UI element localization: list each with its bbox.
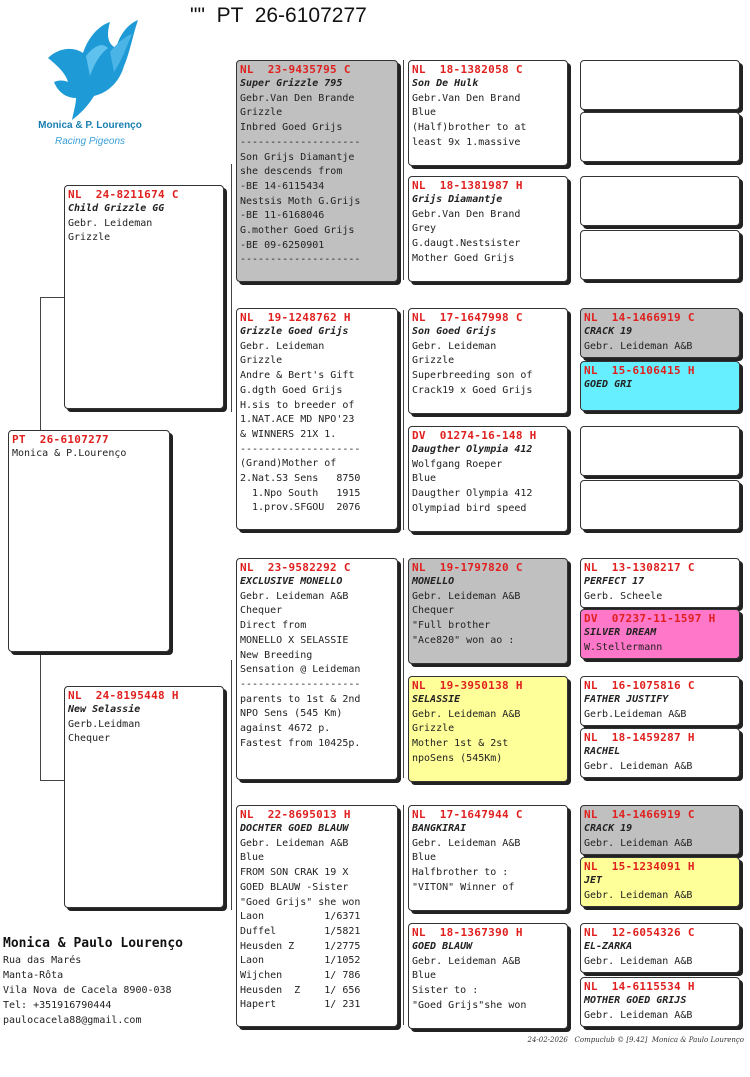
info-line: 1.prov.SFGOU 2076 [240,502,361,514]
ring-number: NL 23-9582292 C [240,561,351,574]
info-line: Gebr. Leideman A&B [412,955,521,967]
pedigree-gen4-fff[interactable] [408,60,568,166]
info-line: Gebr. Leideman A&B [584,340,693,352]
info-line: Andre & Bert's Gift [240,370,355,382]
ring-number: DV 01274-16-148 H [412,429,537,442]
info-line: Blue [240,852,265,864]
info-line: Grizzle [240,355,283,367]
info-line: G.mother Goed Grijs [240,225,355,237]
pedigree-gen5-8[interactable] [580,480,740,530]
owner-phone: Tel: +351916790444 [3,1000,112,1011]
ring-number: NL 22-8695013 H [240,808,351,821]
pigeon-name: New Selassie [68,704,141,715]
footer-note: 24-02-2026 Compuclub © [9.42] Monica & Paulo Lourenço [527,1036,744,1044]
owner-email[interactable]: paulocacela88@gmail.com [3,1015,142,1026]
info-line: Gebr. Leideman [240,340,325,352]
info-line: Nestsis Moth G.Grijs [240,195,361,207]
ring-number: NL 18-1367390 H [412,926,523,939]
info-line: "Ace820" won ao : [412,634,515,646]
owner-block [3,935,183,1028]
pedigree-gen5-4[interactable] [580,230,740,280]
info-line: Mother Goed Grijs [412,252,515,264]
info-line: -BE 11-6168046 [240,210,325,222]
info-line: Gerb.Leideman A&B [584,708,687,720]
pigeon-name: EXCLUSIVE MONELLO [240,576,343,587]
info-line: Blue [412,852,437,864]
logo-title: Monica & P. Lourenço [38,120,142,131]
ring-number: NL 17-1647998 C [412,311,523,324]
info-line: Blue [412,970,437,982]
pigeon-name: GOED GRI [584,379,633,390]
info-line: Son Grijs Diamantje [240,151,355,163]
pedigree-gen5-10[interactable] [580,609,740,659]
info-line: Wolfgang Roeper [412,458,503,470]
pedigree-gen5-14[interactable] [580,857,740,907]
info-line: Gebr.Van Den Brande [240,92,355,104]
owner-name: Monica & Paulo Lourenço [3,936,184,951]
info-line: Gerb. Scheele [584,590,663,602]
info-line: npoSens (545Km) [412,752,503,764]
info-line: -BE 14-6115434 [240,180,325,192]
info-line: parents to 1st & 2nd [240,693,361,705]
owner-address: Rua das Marés [3,955,82,966]
info-line: Grey [412,223,437,235]
info-line: Mother 1st & 2st [412,738,509,750]
pedigree-mother[interactable] [64,686,224,908]
info-line: -------------------- [240,136,361,148]
info-line: Olympiad bird speed [412,502,527,514]
info-line: Gebr. Leideman A&B [584,837,693,849]
pedigree-gen5-16[interactable] [580,977,740,1027]
pedigree-gen3-mf[interactable] [236,558,398,780]
pedigree-gen5-12[interactable] [580,728,740,778]
info-line: Fastest from 10425p. [240,737,361,749]
pigeon-name: GOED BLAUW [412,941,473,952]
pigeon-name: FATHER JUSTIFY [584,694,669,705]
pigeon-name: RACHEL [584,746,621,757]
info-line: Gebr. Leideman A&B [240,837,349,849]
info-line: "Goed Grijs"she won [412,999,527,1011]
ring-number: NL 16-1075816 C [584,679,695,692]
info-line: against 4672 p. [240,723,331,735]
info-line: Gebr. Leideman A&B [412,837,521,849]
info-line: GOED BLAUW -Sister [240,881,349,893]
pedigree-gen4-fmf[interactable] [408,308,568,414]
info-line: Chequer [240,605,283,617]
pedigree-gen5-15[interactable] [580,923,740,973]
info-line: Gebr. Leideman [68,217,153,229]
info-line: Gebr. Leideman A&B [412,590,521,602]
info-line: "Full brother [412,620,491,632]
pedigree-gen4-mmf[interactable] [408,805,568,911]
ring-number: NL 13-1308217 C [584,561,695,574]
info-line: "Goed Grijs" she won [240,896,361,908]
info-line: 1.Npo South 1915 [240,487,361,499]
info-line: Gebr.Van Den Brand [412,208,521,220]
pigeon-name: Grijs Diamantje [412,194,503,205]
info-line: (Half)brother to at [412,122,527,134]
ring-number: NL 23-9435795 C [240,63,351,76]
pedigree-gen3-ff[interactable] [236,60,398,282]
info-line: Laon 1/6371 [240,911,361,923]
dove-icon [28,18,178,128]
info-line: Laon 1/1052 [240,955,361,967]
page-title: "" PT 26-6107277 [190,4,367,27]
info-line: Heusden Z 1/ 656 [240,984,361,996]
ring-number: NL 14-1466919 C [584,311,695,324]
info-line: Crack19 x Goed Grijs [412,384,533,396]
info-line: Gebr. Leideman A&B [412,708,521,720]
info-line: -------------------- [240,443,361,455]
info-line: FROM SON CRAK 19 X [240,867,349,879]
info-line: G.daugt.Nestsister [412,238,521,250]
info-line: Gebr. Leideman A&B [584,889,693,901]
ring-number: NL 15-6106415 H [584,364,695,377]
pedigree-gen5-9[interactable] [580,558,740,608]
info-line: Wijchen 1/ 786 [240,970,361,982]
pigeon-name: PERFECT 17 [584,576,645,587]
info-line: Chequer [412,605,455,617]
ring-number: NL 18-1459287 H [584,731,695,744]
ring-number: NL 14-6115534 H [584,980,695,993]
info-line: Sister to : [412,985,479,997]
info-line: Hapert 1/ 231 [240,999,361,1011]
pedigree-gen3-fm[interactable] [236,308,398,530]
info-line: Blue [412,473,437,485]
info-line: Gebr. Leideman A&B [240,590,349,602]
pigeon-name: Child Grizzle GG [68,203,165,214]
info-line: Gebr. Leideman [412,340,497,352]
pedigree-gen5-11[interactable] [580,676,740,726]
info-line: Chequer [68,733,111,745]
pigeon-name: BANGKIRAI [412,823,467,834]
ring-number: NL 17-1647944 C [412,808,523,821]
info-line: Sensation @ Leideman [240,664,361,676]
info-line: Direct from [240,620,307,632]
pedigree-gen3-mm[interactable] [236,805,398,1027]
pedigree-gen4-mfm[interactable] [408,676,568,782]
pigeon-name: MONELLO [412,576,455,587]
pigeon-name: Son De Hulk [412,78,479,89]
pedigree-father[interactable] [64,185,224,409]
info-line: Gerb.Leidman [68,718,141,730]
pedigree-gen4-fmm[interactable] [408,426,568,532]
pigeon-name: CRACK 19 [584,823,633,834]
pedigree-gen5-13[interactable] [580,805,740,855]
info-line: Grizzle [240,107,283,119]
info-line: New Breeding [240,649,313,661]
info-line: -------------------- [240,254,361,266]
ring-number: NL 24-8211674 C [68,188,179,201]
info-line: Grizzle [412,355,455,367]
ring-number: DV 07237-11-1597 H [584,612,716,625]
pedigree-gen5-7[interactable] [580,426,740,476]
info-line: Grizzle [68,232,111,244]
pedigree-gen5-6[interactable] [580,361,740,411]
info-line: Monica & P.Lourenço [12,448,127,459]
ring-number: PT 26-6107277 [12,433,109,446]
info-line: Gebr. Leideman A&B [584,1009,693,1021]
pigeon-name: Son Goed Grijs [412,326,497,337]
logo-subtitle: Racing Pigeons [54,136,126,147]
info-line: Superbreeding son of [412,370,533,382]
info-line: "VITON" Winner of [412,881,515,893]
info-line: Grizzle [412,723,455,735]
pigeon-name: EL-ZARKA [584,941,633,952]
info-line: Halfbrother to : [412,867,509,879]
info-line: & WINNERS 21X 1. [240,428,337,440]
info-line: 1.NAT.ACE MD NPO'23 [240,414,355,426]
info-line: Inbred Goed Grijs [240,122,343,134]
pigeon-name: Grizzle Goed Grijs [240,326,349,337]
pigeon-name: CRACK 19 [584,326,633,337]
ring-number: NL 19-1248762 H [240,311,351,324]
info-line: H.sis to breeder of [240,399,355,411]
pedigree-gen5-1[interactable] [580,60,740,110]
pigeon-name: MOTHER GOED GRIJS [584,995,687,1006]
info-line: W.Stellermann [584,641,663,653]
info-line: NPO Sens (545 Km) [240,708,343,720]
info-line: Gebr. Leideman A&B [584,955,693,967]
info-line: Blue [412,107,437,119]
pedigree-gen4-ffm[interactable] [408,176,568,282]
ring-number: NL 24-8195448 H [68,689,179,702]
ring-number: NL 12-6054326 C [584,926,695,939]
pedigree-gen5-3[interactable] [580,176,740,226]
pigeon-name: DOCHTER GOED BLAUW [240,823,349,834]
pigeon-name: Daugther Olympia 412 [412,444,533,455]
info-line: Heusden Z 1/2775 [240,940,361,952]
pedigree-gen5-2[interactable] [580,112,740,162]
info-line: MONELLO X SELASSIE [240,634,349,646]
info-line: G.dgth Goed Grijs [240,384,343,396]
pigeon-name: SILVER DREAM [584,627,657,638]
pedigree-subject[interactable] [8,430,170,652]
pigeon-name: JET [584,875,603,886]
info-line: least 9x 1.massive [412,136,521,148]
info-line: Gebr. Leideman A&B [584,760,693,772]
ring-number: NL 19-1797820 C [412,561,523,574]
info-line: Gebr.Van Den Brand [412,92,521,104]
ring-number: NL 18-1381987 H [412,179,523,192]
info-line: Daugther Olympia 412 [412,488,533,500]
pigeon-name: Super Grizzle 795 [240,78,343,89]
info-line: (Grand)Mother of [240,458,337,470]
ring-number: NL 18-1382058 C [412,63,523,76]
pedigree-gen4-mmm[interactable] [408,923,568,1029]
ring-number: NL 14-1466919 C [584,808,695,821]
owner-address: Vila Nova de Cacela 8900-038 [3,985,172,996]
pedigree-gen5-5[interactable] [580,308,740,358]
pedigree-gen4-mff[interactable] [408,558,568,664]
info-line: 2.Nat.S3 Sens 8750 [240,473,361,485]
info-line: -BE 09-6250901 [240,239,325,251]
ring-number: NL 15-1234091 H [584,860,695,873]
info-line: -------------------- [240,678,361,690]
info-line: Duffel 1/5821 [240,925,361,937]
pigeon-name: SELASSIE [412,694,461,705]
owner-address: Manta-Rôta [3,970,64,981]
info-line: she descends from [240,166,343,178]
ring-number: NL 19-3950138 H [412,679,523,692]
